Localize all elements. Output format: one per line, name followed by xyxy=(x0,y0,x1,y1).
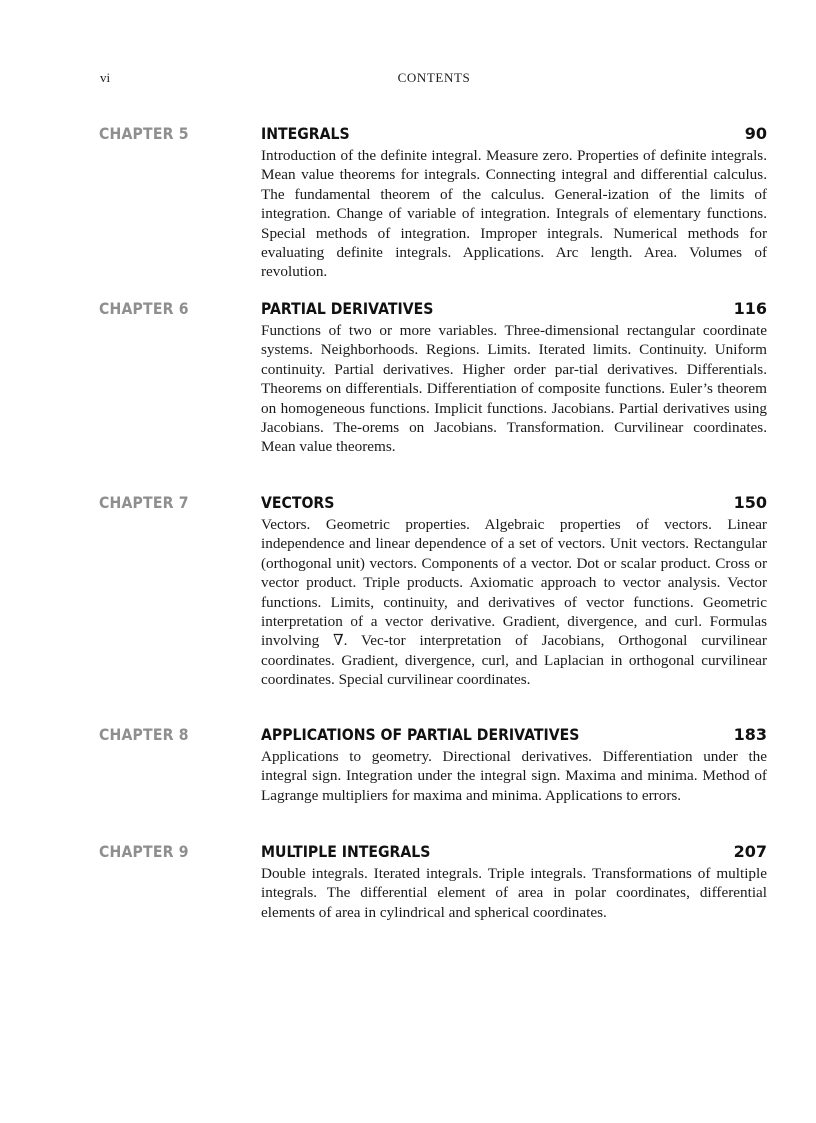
chapter-description: Vectors. Geometric properties. Algebraic properties of vectors. Linear independence and linear dependence of a set of vectors. Unit vectors. Rectangular (orthogonal unit) vectors. Components of a vector. Dot or scalar product. Cross or vector product. Triple products. Axiomatic approach to vector analysis. Vector functions. Limits, continuity, and derivatives of vector functions. Geometric interpretation of a vector derivative. Gradient, divergence, and curl. Formulas involving ∇. Vec-tor interpretation of Jacobians, Orthogonal curvilinear coordinates. Gradient, divergence, curl, and Laplacian in orthogonal curvilinear coordinates. Special curvilinear coordinates. xyxy=(261,516,767,689)
chapter-body xyxy=(261,725,767,805)
chapter-title: VECTORS xyxy=(261,493,335,512)
running-title: CONTENTS xyxy=(397,70,471,85)
chapter-title: APPLICATIONS OF PARTIAL DERIVATIVES xyxy=(261,725,580,744)
chapter-title-row xyxy=(261,842,767,864)
chapter-description: Double integrals. Iterated integrals. Triple integrals. Transformations of multiple integrals. The differential element of area in polar coordinates, differential elements of area in cylindrical and spherical coordinates. xyxy=(261,865,767,921)
chapter-page-number: 116 xyxy=(733,299,767,318)
chapter-body xyxy=(261,842,767,922)
chapter-body xyxy=(261,493,767,690)
chapter-description: Functions of two or more variables. Three-dimensional rectangular coordinate systems. Neighborhoods. Regions. Limits. Iterated limits. Continuity. Uniform continuity. Partial derivatives. Higher order par-tial derivatives. Differentials. Theorems on differentials. Differentiation of composite functions. Euler’s theorem on homogeneous functions. Implicit functions. Jacobians. Partial derivatives using Jacobians. The-orems on Jacobians. Transformation. Curvilinear coordinates. Mean value theorems. xyxy=(261,322,767,456)
chapter-body xyxy=(261,299,767,457)
chapter-page-number: 207 xyxy=(733,842,767,861)
chapter-label: CHAPTER 5 xyxy=(99,124,189,143)
chapter-title-row xyxy=(261,124,767,146)
page-number: vi xyxy=(100,70,111,85)
chapter-title: INTEGRALS xyxy=(261,124,350,143)
running-head xyxy=(100,70,768,88)
chapter-page-number: 150 xyxy=(733,493,767,512)
chapter-title-row xyxy=(261,299,767,321)
chapter-label: CHAPTER 9 xyxy=(99,842,189,861)
chapter-body xyxy=(261,124,767,282)
chapter-label: CHAPTER 8 xyxy=(99,725,189,744)
chapter-label: CHAPTER 6 xyxy=(99,299,189,318)
chapter-title-row xyxy=(261,725,767,747)
chapter-page-number: 183 xyxy=(733,725,767,744)
chapter-description: Applications to geometry. Directional derivatives. Differentiation under the integral sign. Integration under the integral sign. Maxima and minima. Method of Lagrange multipliers for maxima and minima. Applications to errors. xyxy=(261,748,767,804)
chapter-label: CHAPTER 7 xyxy=(99,493,189,512)
chapter-title: MULTIPLE INTEGRALS xyxy=(261,842,431,861)
chapter-description: Introduction of the definite integral. Measure zero. Properties of definite integrals. Mean value theorems for integrals. Connecting integral and differential calculus. The fundamental theorem of the calculus. General-ization of the limits of integration. Change of variable of integration. Integrals of elementary functions. Special methods of integration. Improper integrals. Numerical methods for evaluating definite integrals. Applications. Arc length. Area. Volumes of revolution. xyxy=(261,147,767,281)
chapter-title: PARTIAL DERIVATIVES xyxy=(261,299,434,318)
chapter-title-row xyxy=(261,493,767,515)
chapter-page-number: 90 xyxy=(744,124,767,143)
